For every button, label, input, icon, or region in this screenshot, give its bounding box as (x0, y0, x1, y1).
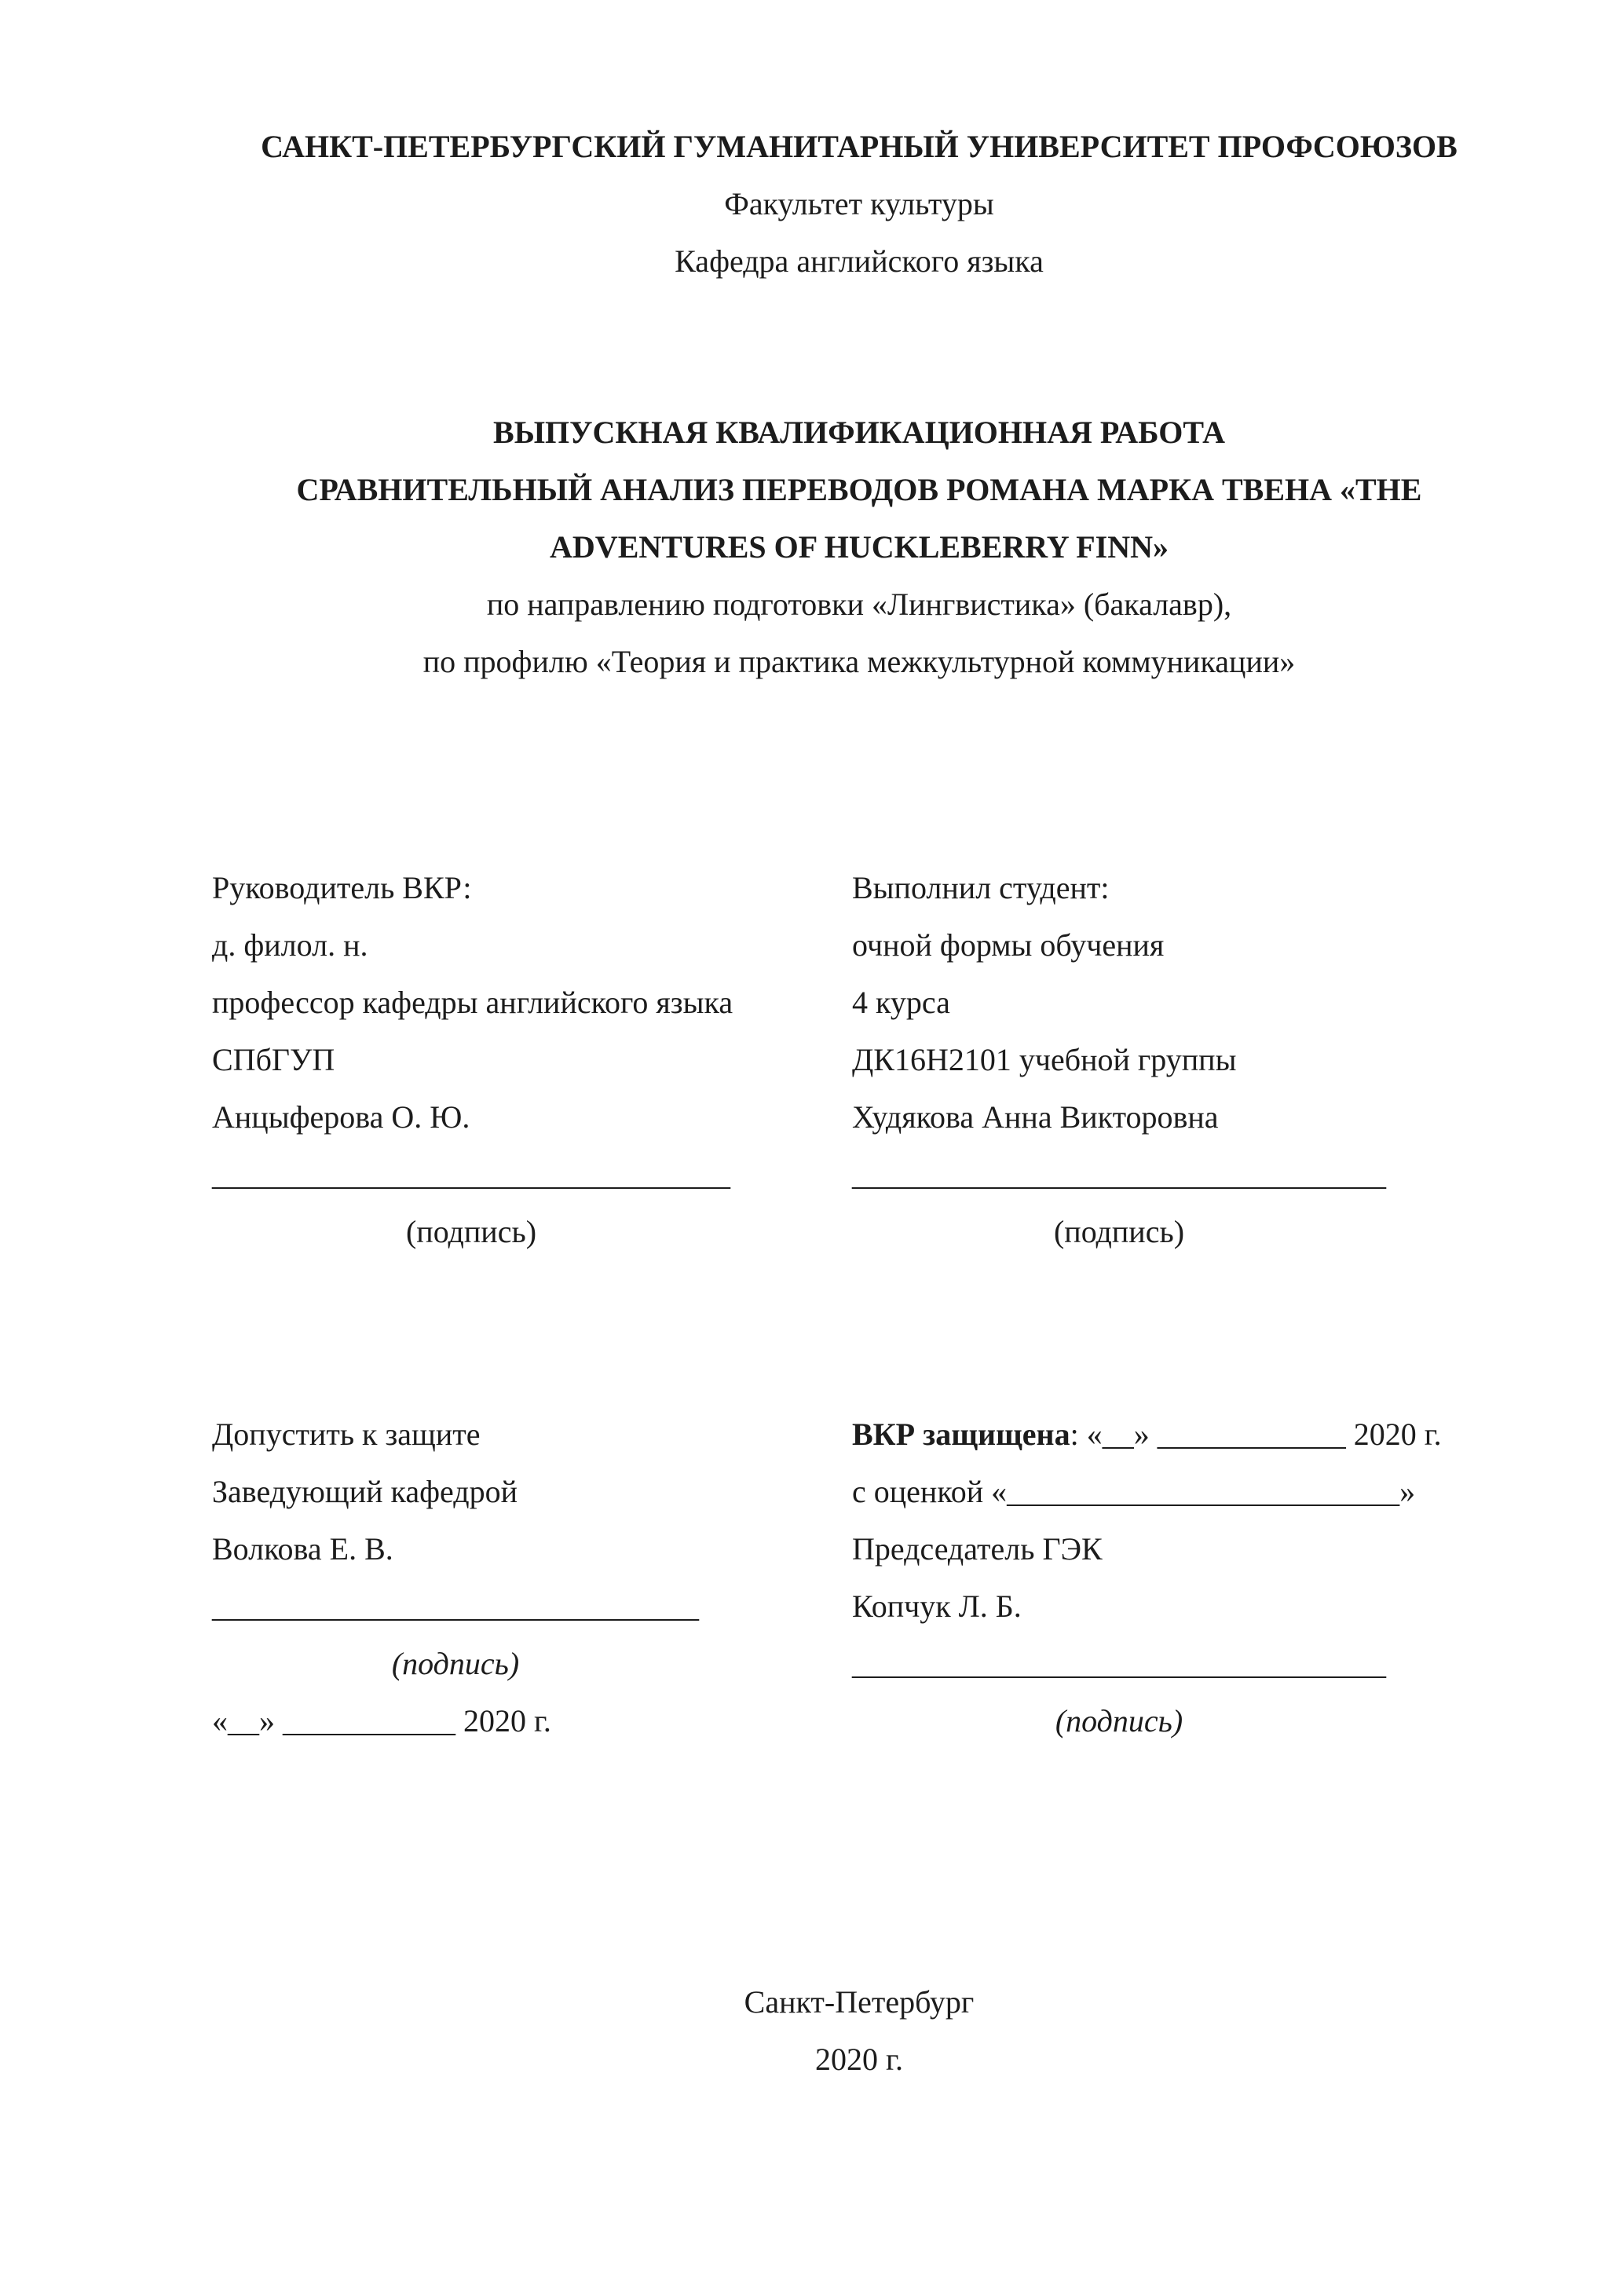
admission-line1: Допустить к защите (212, 1417, 481, 1452)
profile-line: по профилю «Теория и практика межкультурной коммуникации» (422, 644, 1296, 679)
department-name: Кафедра английского языка (675, 243, 1044, 279)
work-type: ВЫПУСКНАЯ КВАЛИФИКАЦИОННАЯ РАБОТА (493, 415, 1225, 450)
defense-signature-block (852, 1635, 1386, 1749)
student-name: Худякова Анна Викторовна (852, 1099, 1219, 1135)
defense-status-rest: : «__» ____________ 2020 г. (1070, 1417, 1442, 1452)
supervisor-organization: СПбГУП (212, 1042, 335, 1077)
admission-signature-line: _______________________________ (212, 1589, 699, 1624)
supervisor-signature-line: _________________________________ (212, 1157, 730, 1192)
admission-date-line: «__» ___________ 2020 г. (212, 1703, 551, 1738)
defense-status-label: ВКР защищена (852, 1417, 1070, 1452)
supervisor-label: Руководитель ВКР: (212, 870, 472, 905)
header-block (212, 118, 1506, 290)
people-columns (212, 859, 1506, 1260)
defense-signature-line: __________________________________ (852, 1646, 1386, 1681)
title-block (212, 404, 1506, 690)
footer-year: 2020 г. (815, 2042, 903, 2077)
student-signature-block (852, 1146, 1386, 1260)
supervisor-name: Анцыферова О. Ю. (212, 1099, 470, 1135)
student-column (852, 859, 1506, 1260)
student-signature-line: __________________________________ (852, 1157, 1386, 1192)
student-year: 4 курса (852, 985, 950, 1020)
defense-signature-caption: (подпись) (1055, 1703, 1183, 1738)
footer-city: Санкт-Петербург (744, 1984, 975, 2020)
supervisor-position: профессор кафедры английского языка (212, 985, 733, 1020)
supervisor-column (212, 859, 852, 1260)
program-line: по направлению подготовки «Лингвистика» (бакалавр), (486, 587, 1232, 622)
admission-line2: Заведующий кафедрой (212, 1474, 518, 1509)
thesis-title: СРАВНИТЕЛЬНЫЙ АНАЛИЗ ПЕРЕВОДОВ РОМАНА МАРКА ТВЕНА «THE ADVENTURES OF HUCKLEBERRY FINN» (296, 472, 1422, 565)
defense-grade-line: с оценкой «_________________________» (852, 1474, 1416, 1509)
supervisor-degree: д. филол. н. (212, 927, 368, 963)
admission-name: Волкова Е. В. (212, 1531, 393, 1567)
supervisor-signature-block (212, 1146, 730, 1260)
student-label: Выполнил студент: (852, 870, 1110, 905)
student-signature-caption: (подпись) (1053, 1214, 1185, 1249)
approval-columns (212, 1406, 1506, 1749)
university-name: САНКТ-ПЕТЕРБУРГСКИЙ ГУМАНИТАРНЫЙ УНИВЕРСИТЕТ ПРОФСОЮЗОВ (261, 129, 1458, 164)
faculty-name: Факультет культуры (724, 186, 994, 221)
defense-chair-title: Председатель ГЭК (852, 1531, 1103, 1567)
supervisor-signature-caption: (подпись) (405, 1214, 537, 1249)
defense-chair-name: Копчук Л. Б. (852, 1589, 1022, 1624)
admission-column (212, 1406, 852, 1749)
defense-status-line (852, 1406, 1506, 1463)
student-study-form: очной формы обучения (852, 927, 1165, 963)
footer-block (212, 1973, 1506, 2088)
admission-signature-block (212, 1578, 699, 1692)
admission-signature-caption: (подпись) (391, 1646, 520, 1681)
student-group: ДК16Н2101 учебной группы (852, 1042, 1237, 1077)
defense-column (852, 1406, 1506, 1749)
